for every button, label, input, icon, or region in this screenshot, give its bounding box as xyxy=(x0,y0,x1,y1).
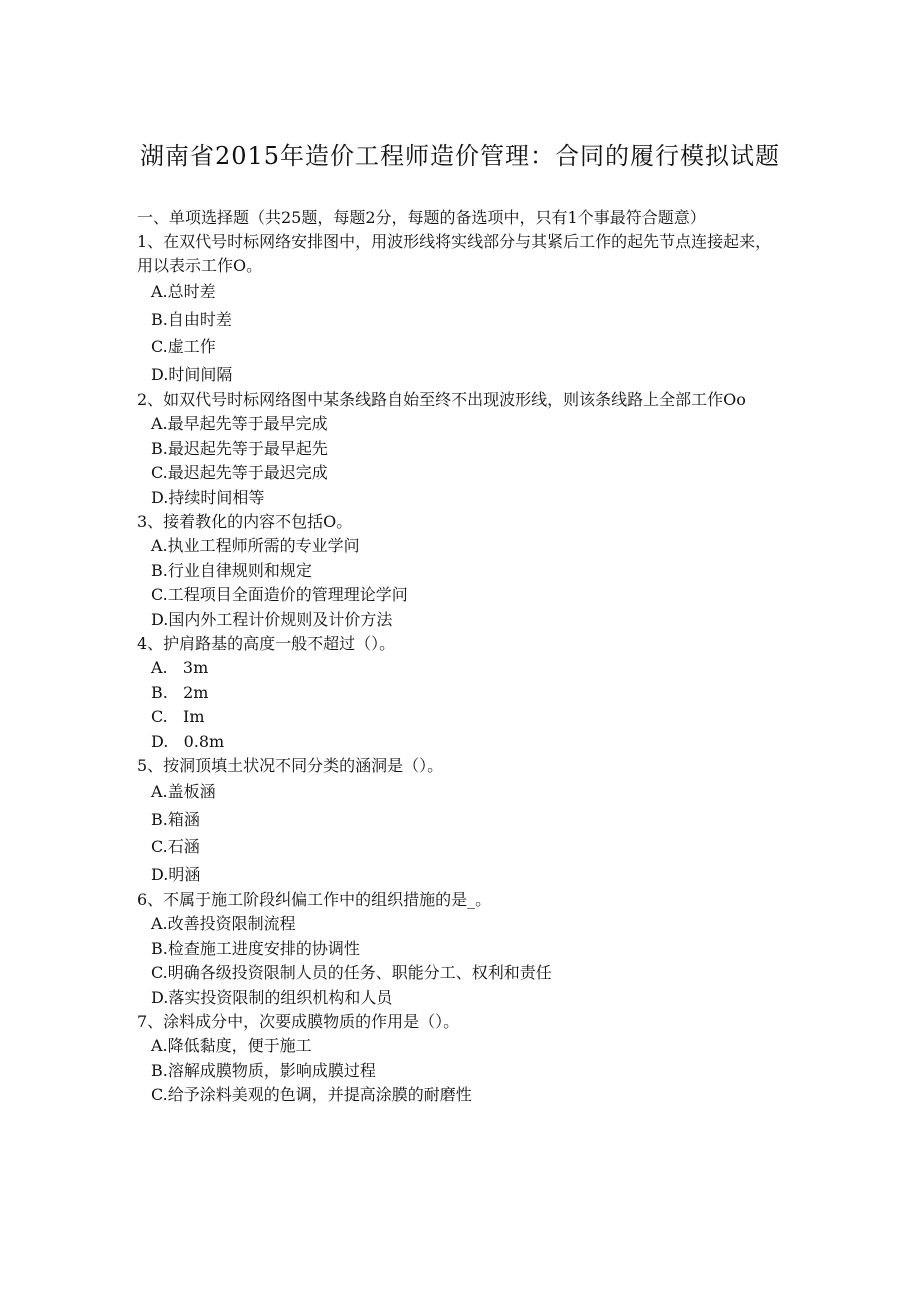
section-heading: 一、单项选择题（共25题，每题2分，每题的备选项中，只有1个事最符合题意） xyxy=(137,208,706,227)
option-a: A.改善投资限制流程 xyxy=(151,914,296,933)
option-c: C.虚工作 xyxy=(151,337,216,356)
question-text: 3、接着教化的内容不包括O。 xyxy=(137,512,353,531)
option-b: B.行业自律规则和规定 xyxy=(151,560,312,580)
option-c: C.工程项目全面造价的管理理论学问 xyxy=(151,585,408,604)
option-b: B. 2m xyxy=(151,682,209,702)
option-b: B.最迟起先等于最早起先 xyxy=(151,438,328,458)
option-b: B.箱涵 xyxy=(151,809,200,829)
question-1 xyxy=(137,230,777,388)
option-c: C.给予涂料美观的色调，并提高涂膜的耐磨性 xyxy=(151,1085,472,1104)
option-b: B.溶解成膜物质，影响成膜过程 xyxy=(151,1060,376,1080)
option-a: A.执业工程师所需的专业学问 xyxy=(151,536,360,555)
option-b: B.检查施工进度安排的协调性 xyxy=(151,938,360,958)
question-text: 5、按洞顶填土状况不同分类的涵洞是（）。 xyxy=(137,756,444,775)
option-d: D.国内外工程计价规则及计价方法 xyxy=(151,609,393,629)
question-3 xyxy=(137,510,777,632)
option-a: A.最早起先等于最早完成 xyxy=(151,414,328,433)
option-d: D.明涵 xyxy=(151,864,201,884)
option-a: A. 3m xyxy=(151,658,209,677)
question-4 xyxy=(137,632,777,754)
option-d: D.时间间隔 xyxy=(151,364,233,384)
question-text: 7、涂料成分中，次要成膜物质的作用是（）。 xyxy=(137,1012,460,1031)
question-7 xyxy=(137,1010,777,1108)
option-a: A.降低黏度，便于施工 xyxy=(151,1036,312,1055)
option-d: D. 0.8m xyxy=(151,731,225,751)
option-c: C.石涵 xyxy=(151,837,200,856)
document-title: 湖南省2015年造价工程师造价管理：合同的履行模拟试题 xyxy=(139,142,781,170)
question-2 xyxy=(137,388,777,510)
question-text: 4、护肩路基的高度一般不超过（）。 xyxy=(137,634,396,653)
question-text: 1、在双代号时标网络安排图中，用波形线将实线部分与其紧后工作的起先节点连接起来，用以表示工作O。 xyxy=(137,232,772,275)
option-d: D.持续时间相等 xyxy=(151,487,265,507)
option-c: C. Im xyxy=(151,707,205,726)
question-6 xyxy=(137,888,777,1010)
option-d: D.落实投资限制的组织机构和人员 xyxy=(151,987,393,1007)
question-text: 6、不属于施工阶段纠偏工作中的组织措施的是_。 xyxy=(137,890,492,909)
question-text: 2、如双代号时标网络图中某条线路自始至终不出现波形线，则该条线路上全部工作Oo xyxy=(137,390,746,409)
option-a: A.总时差 xyxy=(151,282,216,301)
document-body xyxy=(137,206,777,1108)
question-5 xyxy=(137,754,777,888)
option-a: A.盖板涵 xyxy=(151,782,216,801)
option-c: C.最迟起先等于最迟完成 xyxy=(151,463,328,482)
option-b: B.自由时差 xyxy=(151,309,232,329)
option-c: C.明确各级投资限制人员的任务、职能分工、权利和责任 xyxy=(151,963,552,982)
